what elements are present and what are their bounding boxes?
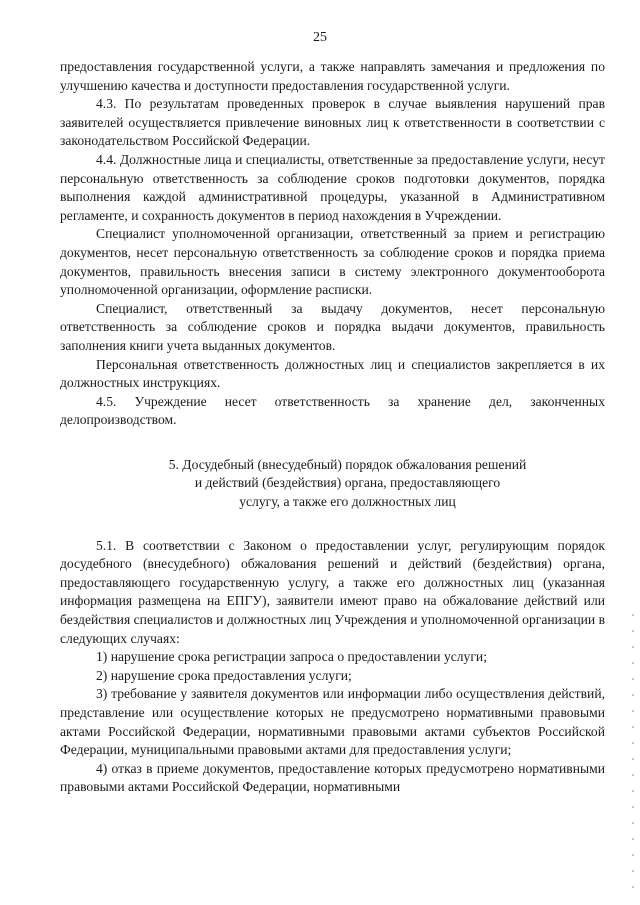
paragraph: 4.3. По результатам проведенных проверок в случае выявления нарушений прав заявителей осуществляется привлечение виновных лиц к ответственности в соответствии с законодательством Российской Федерации. bbox=[60, 96, 605, 149]
list-item: 2) нарушение срока предоставления услуги; bbox=[96, 667, 352, 683]
paragraph: Персональная ответственность должностных лиц и специалистов закрепляется в их должностных инструкциях. bbox=[60, 356, 605, 391]
section-heading-line: услугу, а также его должностных лиц bbox=[239, 494, 456, 510]
paragraph: 5.1. В соответствии с Законом о предоставлении услуг, регулирующим порядок досудебного (внесудебного) обжалования решений и действий (бездействия) органа, предоставляющего государственную услугу, а также его должностных лиц (указанная информация размещена на ЕПГУ), заявители имеют право на обжалование действий или бездействия специалистов и должностных лиц Учреждения и уполномоченной организации в следующих случаях: bbox=[60, 537, 605, 646]
paragraph: 4.5. Учреждение несет ответственность за хранение дел, законченных делопроизводством. bbox=[60, 393, 605, 428]
paragraph: предоставления государственной услуги, а также направлять замечания и предложения по улучшению качества и доступности предоставления государственной услуги. bbox=[60, 59, 605, 93]
section-heading-line: и действий (бездействия) органа, предоставляющего bbox=[194, 475, 501, 491]
section-heading-line: 5. Досудебный (внесудебный) порядок обжалования решений bbox=[168, 456, 527, 472]
paragraph: 4.4. Должностные лица и специалисты, ответственные за предоставление услуги, несут персональную ответственность за соблюдение сроков подготовки документов, порядка выполнения каждой административной процедуры, указанной в Административном регламенте, и сохранность документов в период нахождения в Учреждении. bbox=[60, 151, 605, 223]
section-heading bbox=[60, 456, 605, 512]
paragraph: Специалист, ответственный за выдачу документов, несет персональную ответственность за соблюдение сроков и порядка выдачи документов, правильность заполнения книги учета выданных документов. bbox=[60, 300, 605, 353]
document-body bbox=[60, 58, 605, 797]
list-item: 4) отказ в приеме документов, предоставление которых предусмотрено нормативными правовыми актами Российской Федерации, нормативными bbox=[60, 760, 605, 795]
list-item: 1) нарушение срока регистрации запроса о предоставлении услуги; bbox=[96, 649, 487, 665]
list-item: 3) требование у заявителя документов или информации либо осуществления действий, представление или осуществление которых не предусмотрено нормативными правовыми актами Российской Федерации, нормативными правовыми актами субъектов Российской Федерации, муниципальными правовыми актами для предоставления услуги; bbox=[60, 686, 605, 758]
paragraph: Специалист уполномоченной организации, ответственный за прием и регистрацию документов, несет персональную ответственность за соблюдение сроков и порядка приема документов, правильность внесения записи в систему электронного документооборота уполномоченной организации, оформление расписки. bbox=[60, 226, 605, 298]
page-number: 25 bbox=[313, 30, 327, 45]
scan-edge-marks bbox=[632, 600, 634, 900]
